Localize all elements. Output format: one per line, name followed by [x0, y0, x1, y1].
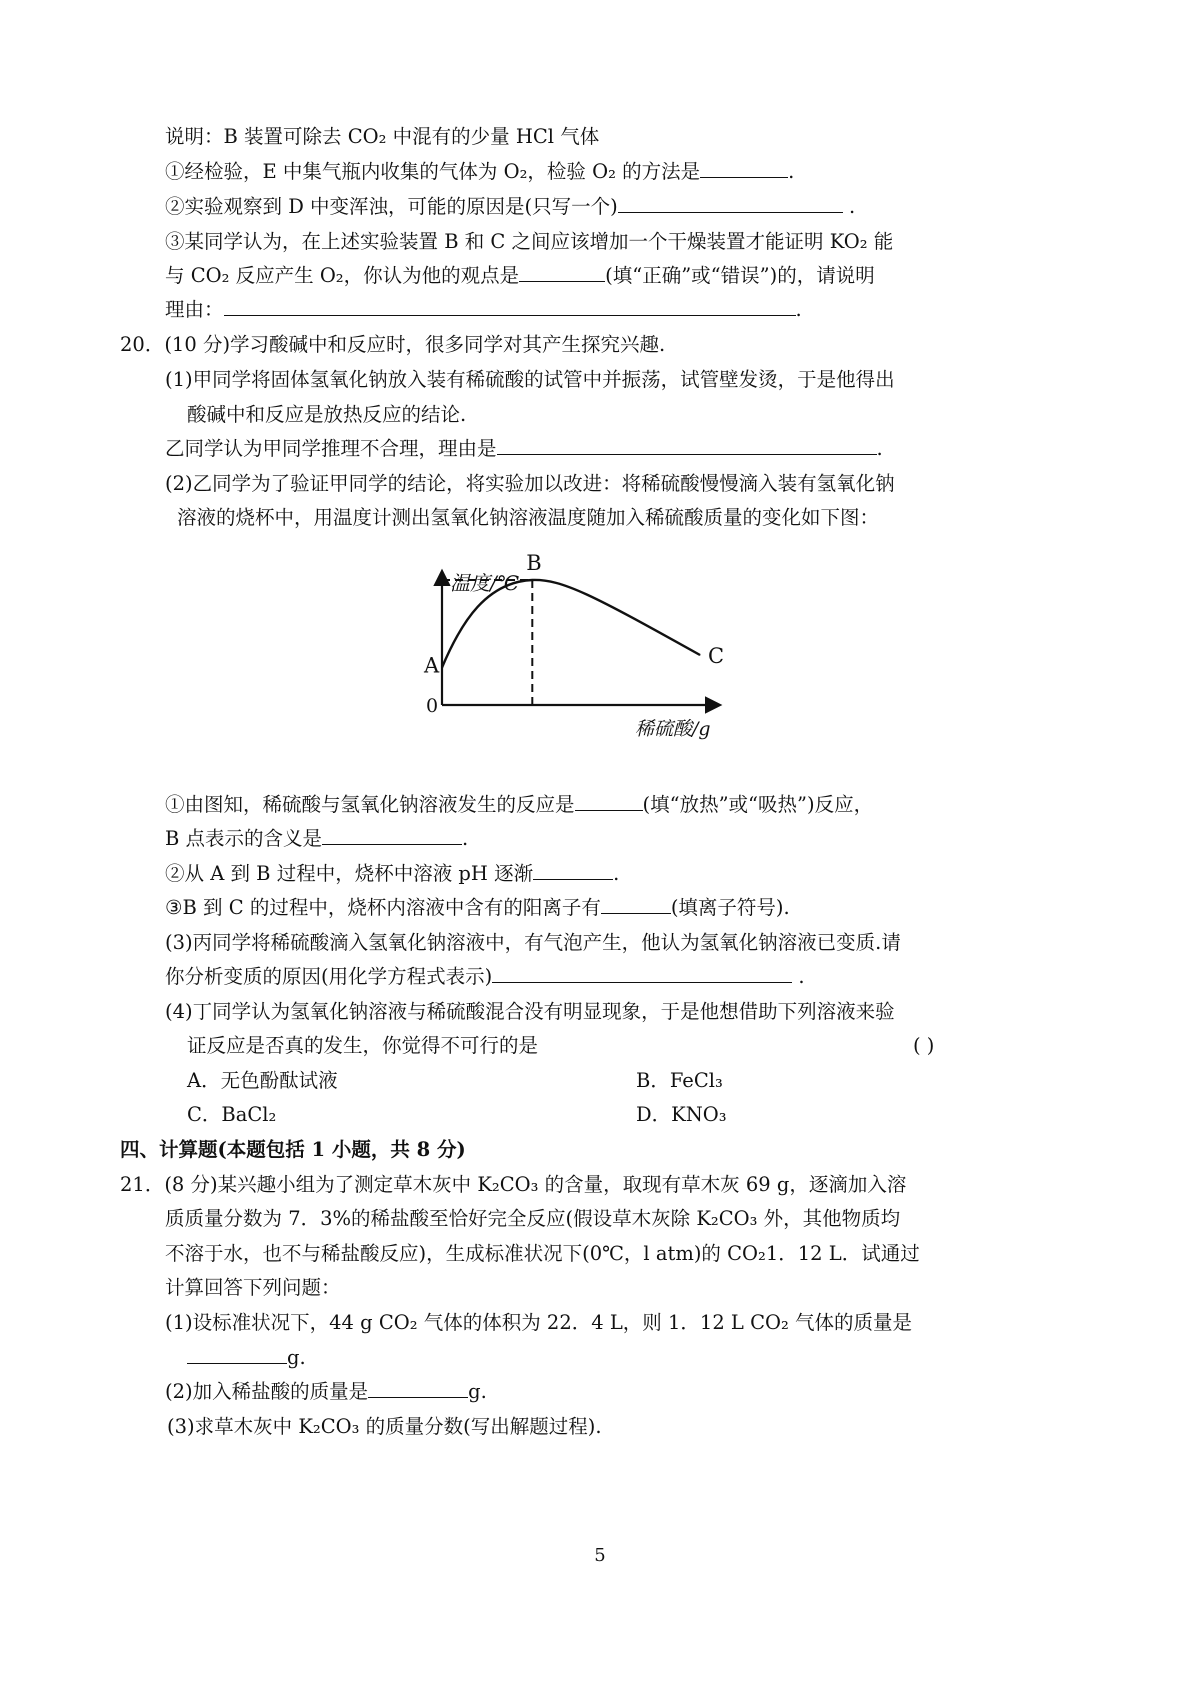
q20-s1-b-meaning: B 点表示的含义是 — [165, 827, 323, 850]
point-label-a: A — [424, 653, 440, 678]
q20-p4-line2: 证反应是否真的发生，你觉得不可行的是 — [187, 1034, 539, 1057]
answer-blank[interactable] — [618, 192, 843, 213]
q20-s3-text-a: ③B 到 C 的过程中，烧杯内溶液中含有的阳离子有 — [165, 896, 601, 919]
q19-item3-line2 — [165, 261, 875, 291]
data-point-b — [532, 580, 533, 581]
q21-number: 21． — [120, 1173, 165, 1196]
answer-blank[interactable] — [575, 790, 643, 811]
q20-p3-text: 你分析变质的原因(用化学方程式表示) — [165, 965, 493, 988]
answer-parentheses[interactable]: ( ) — [913, 1034, 935, 1057]
section-heading: 四、计算题(本题包括 1 小题，共 8 分) — [120, 1138, 466, 1161]
q20-s2: ②从 A 到 B 过程中，烧杯中溶液 pH 逐渐 . — [165, 859, 619, 889]
q19-item3-line3: 理由： . — [165, 295, 802, 325]
q20-p3-line1: (3)丙同学将稀硫酸滴入氢氧化钠溶液中，有气泡产生，他认为氢氧化钠溶液已变质.请 — [165, 931, 901, 954]
answer-blank[interactable] — [533, 859, 613, 880]
q19-item1-text: ①经检验，E 中集气瓶内收集的气体为 O₂，检验 O₂ 的方法是 — [165, 160, 701, 183]
q19-item2-text: ②实验观察到 D 中变浑浊，可能的原因是(只写一个) — [165, 195, 618, 218]
q21-line3: 不溶于水，也不与稀盐酸反应)，生成标准状况下(0℃，l atm)的 CO₂1．12 L．试通过 — [165, 1242, 920, 1265]
q19-item2: ②实验观察到 D 中变浑浊，可能的原因是(只写一个) . — [165, 192, 855, 222]
data-point-c — [700, 655, 701, 656]
q20-header — [120, 330, 665, 360]
answer-blank[interactable] — [519, 261, 605, 282]
q21-line4: 计算回答下列问题： — [165, 1276, 341, 1299]
q21-text-1: (8 分)某兴趣小组为了测定草木灰中 K₂CO₃ 的含量，取现有草木灰 69 g，逐滴加入溶 — [164, 1173, 907, 1196]
origin-label: 0 — [426, 695, 439, 717]
q21-line1 — [120, 1170, 906, 1200]
q21-p2-unit: g. — [468, 1380, 487, 1403]
q21-p2-text: (2)加入稀盐酸的质量是 — [165, 1380, 369, 1403]
q20-s3-text-b: (填离子符号). — [670, 896, 790, 919]
q21-p1-unit: g. — [287, 1346, 306, 1369]
q20-p1-line1: (1)甲同学将固体氢氧化钠放入装有稀硫酸的试管中并振荡，试管壁发烫，于是他得出 — [165, 368, 895, 391]
q19-note: 说明：B 装置可除去 CO₂ 中混有的少量 HCl 气体 — [165, 125, 600, 148]
option-b[interactable]: B．FeCl₃ — [636, 1069, 723, 1092]
option-d[interactable]: D．KNO₃ — [636, 1103, 727, 1126]
answer-blank[interactable] — [492, 962, 792, 983]
temperature-chart — [400, 551, 800, 805]
q20-s1-line2: B 点表示的含义是 . — [165, 824, 468, 854]
q20-number: 20． — [120, 333, 165, 356]
q19-item3-text-b: (填“正确”或“错误”)的，请说明 — [605, 264, 875, 287]
answer-blank[interactable] — [368, 1377, 468, 1398]
q20-s1-text-a: ①由图知，稀硫酸与氢氧化钠溶液发生的反应是 — [165, 793, 575, 816]
q20-p2-line2: 溶液的烧杯中，用温度计测出氢氧化钠溶液温度随加入稀硫酸质量的变化如下图： — [177, 506, 880, 529]
data-point-a — [442, 667, 443, 668]
q20-s3 — [165, 893, 790, 923]
answer-blank[interactable] — [187, 1343, 287, 1364]
q20-p1-reason: 乙同学认为甲同学推理不合理，理由是 — [165, 437, 497, 460]
q19-item1: ①经检验，E 中集气瓶内收集的气体为 O₂，检验 O₂ 的方法是 . — [165, 157, 794, 187]
q21-line2: 质质量分数为 7．3%的稀盐酸至恰好完全反应(假设草木灰除 K₂CO₃ 外，其他物质均 — [165, 1207, 901, 1230]
q20-p3-line2: 你分析变质的原因(用化学方程式表示) . — [165, 962, 805, 992]
page-number: 5 — [594, 1545, 606, 1566]
answer-blank[interactable] — [700, 157, 788, 178]
point-label-b: B — [526, 551, 542, 575]
q19-item3-text-a: 与 CO₂ 反应产生 O₂，你认为他的观点是 — [165, 264, 520, 287]
q21-p1-line2 — [187, 1343, 306, 1373]
option-c[interactable]: C．BaCl₂ — [187, 1103, 277, 1126]
q20-s1-text-b: (填“放热”或“吸热”)反应， — [642, 793, 874, 816]
q21-p2 — [165, 1377, 487, 1407]
q19-reason-label: 理由： — [165, 298, 224, 321]
option-a[interactable]: A．无色酚酞试液 — [187, 1069, 338, 1092]
answer-blank[interactable] — [601, 893, 671, 914]
x-axis-label: 稀硫酸/g — [635, 718, 711, 740]
answer-blank[interactable] — [497, 434, 877, 455]
q20-p2-line1: (2)乙同学为了验证甲同学的结论，将实验加以改进：将稀硫酸慢慢滴入装有氢氧化钠 — [165, 472, 895, 495]
q20-s2-text: ②从 A 到 B 过程中，烧杯中溶液 pH 逐渐 — [165, 862, 534, 885]
answer-blank[interactable] — [224, 295, 796, 316]
q20-p1-line2: 酸碱中和反应是放热反应的结论. — [187, 403, 467, 426]
q20-p4-line1: (4)丁同学认为氢氧化钠溶液与稀硫酸混合没有明显现象，于是他想借助下列溶液来验 — [165, 1000, 895, 1023]
q20-p1-line3: 乙同学认为甲同学推理不合理，理由是 . — [165, 434, 883, 464]
q20-intro: (10 分)学习酸碱中和反应时，很多同学对其产生探究兴趣. — [164, 333, 666, 356]
y-axis-label: 温度/℃ — [450, 571, 520, 595]
answer-blank[interactable] — [322, 824, 462, 845]
q19-item3-line1: ③某同学认为，在上述实验装置 B 和 C 之间应该增加一个干燥装置才能证明 KO₂ 能 — [165, 230, 894, 253]
q21-p3: (3)求草木灰中 K₂CO₃ 的质量分数(写出解题过程). — [167, 1415, 602, 1438]
point-label-c: C — [708, 644, 725, 668]
q21-p1-line1: (1)设标准状况下，44 g CO₂ 气体的体积为 22．4 L，则 1．12 L CO₂ 气体的质量是 — [165, 1311, 912, 1334]
q20-s1-line1 — [165, 790, 873, 820]
